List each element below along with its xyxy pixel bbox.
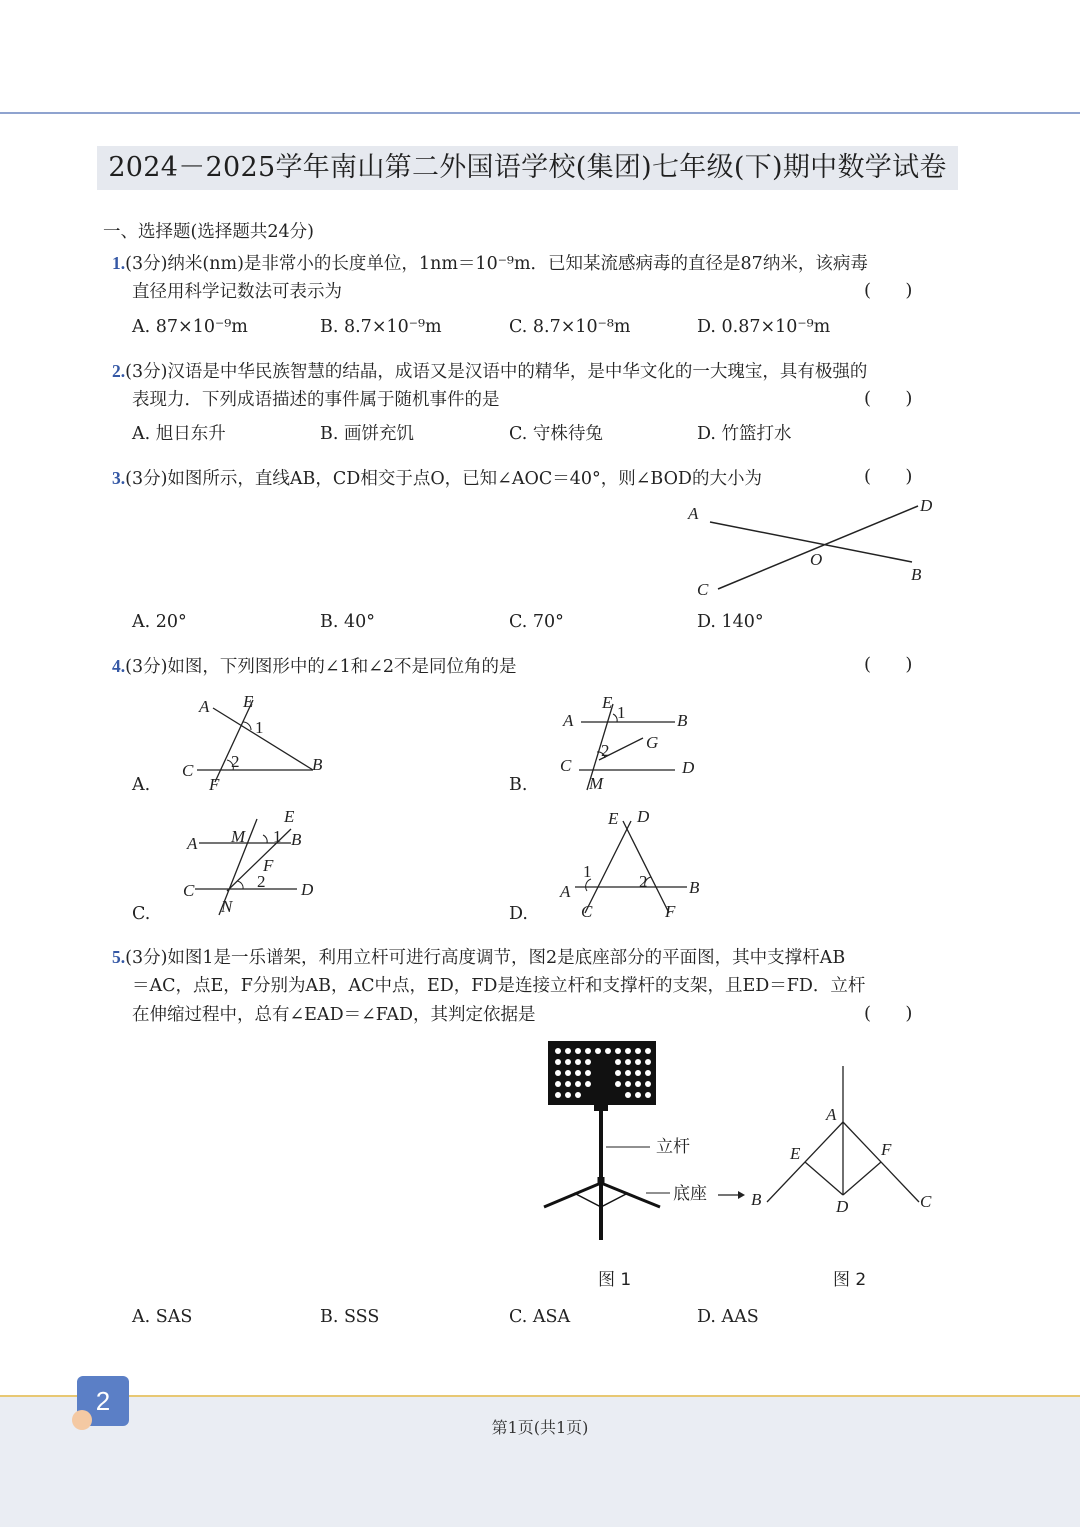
q2-option-d: D. 竹篮打水 [697,424,792,444]
label: E [243,692,254,711]
label: C [182,761,194,780]
label: 2 [257,872,266,891]
question-4-line-1 [112,654,517,679]
q4-option-c: C. [132,904,151,924]
label: B [312,755,323,774]
question-5-line-2: ＝AC，点E，F分别为AB，AC中点，ED，FD是连接立杆和支撑杆的支架，且ED＝FD．立杆 [132,976,866,996]
label-b: B [911,565,922,584]
q4-option-d: D. [509,904,528,924]
question-text: (3分)汉语是中华民族智慧的结晶，成语又是汉语中的精华，是中华文化的一大瑰宝，具有极强的 [125,362,868,382]
figure-1-caption: 图 1 [598,1270,632,1290]
label: D [301,880,314,899]
brace-ed [805,1162,843,1195]
figure-2-caption: 图 2 [833,1270,867,1290]
label: C [183,881,195,900]
label: C [560,756,572,775]
q4-figure-b [555,690,715,795]
label: A [560,882,571,901]
q5-figure-2-base-plan [745,1060,945,1290]
label-c: C [697,580,709,599]
answer-paren: ( ) [864,466,913,487]
line-cd [718,506,918,589]
q3-option-b: B. 40° [320,612,376,632]
label-d: D [836,1197,849,1216]
question-5-line-1 [112,945,845,970]
question-text: (3分)纳米(nm)是非常小的长度单位，1nm＝10⁻⁹m．已知某流感病毒的直径是87纳米，该病毒 [125,254,868,274]
label: A [187,834,198,853]
q1-option-c: C. 8.7×10⁻⁸m [509,317,631,337]
label: E [602,693,613,712]
label-f: F [881,1140,892,1159]
page-number-badge: 2 [77,1376,129,1426]
label: N [221,897,233,916]
pagination: 第1页(共1页) [491,1418,589,1437]
label: E [608,809,619,828]
label: B [677,711,688,730]
q3-figure [680,492,940,602]
question-2-line-2: 表现力．下列成语描述的事件属于随机事件的是 [132,390,500,410]
leg [601,1183,660,1207]
label-o: O [810,550,823,569]
label: 1 [583,862,592,881]
q4-figure-c [175,805,335,920]
question-number: 3. [112,468,126,488]
base-label: 底座 [673,1184,707,1204]
answer-paren: ( ) [864,654,913,675]
label: D [682,758,695,777]
label: G [646,733,659,752]
label: 2 [639,872,648,891]
label-a: A [826,1105,837,1124]
q2-option-b: B. 画饼充饥 [320,424,414,444]
footer-rule [0,1395,1080,1397]
q5-option-c: C. ASA [509,1307,571,1327]
label: A [563,711,574,730]
q5-option-a: A. SAS [132,1307,193,1327]
answer-paren: ( ) [864,280,913,301]
question-text: (3分)如图所示，直线AB，CD相交于点O，已知∠AOC＝40°，则∠BOD的大小为 [125,469,762,489]
q1-option-b: B. 8.7×10⁻⁹m [320,317,442,337]
label: E [284,807,295,826]
q4-figure-d [555,805,715,920]
label: C [581,902,593,920]
label-d: D [920,496,933,515]
q3-option-c: C. 70° [509,612,564,632]
section-heading: 一、选择题(选择题共24分) [103,222,314,242]
label: M [231,827,246,846]
label: F [665,902,676,920]
question-number: 2. [112,361,126,381]
q4-option-a: A. [132,775,151,795]
question-2-line-1 [112,359,867,384]
question-number: 4. [112,656,126,676]
q3-option-d: D. 140° [697,612,764,632]
label-b: B [751,1190,762,1209]
question-text: (3分)如图1是一乐谱架，利用立杆可进行高度调节，图2是底座部分的平面图，其中支撑杆AB [125,948,846,968]
question-text: (3分)如图，下列图形中的∠1和∠2不是同位角的是 [125,657,517,677]
label: B [689,878,700,897]
label: 1 [617,703,626,722]
q2-option-c: C. 守株待兔 [509,424,603,444]
label-c: C [920,1192,932,1211]
label: B [291,830,302,849]
q5-option-b: B. SSS [320,1307,380,1327]
top-rule [0,112,1080,114]
question-1-line-2: 直径用科学记数法可表示为 [132,282,342,302]
q4-figure-a [175,690,335,795]
pole-label: 立杆 [656,1137,690,1157]
label: 1 [255,718,264,737]
q4-option-b: B. [509,775,528,795]
label-a: A [688,504,699,523]
q1-option-a: A. 87×10⁻⁹m [132,317,248,337]
question-1-line-1 [112,251,868,276]
label: 2 [601,741,610,760]
q3-option-a: A. 20° [132,612,187,632]
page-title: 2024－2025学年南山第二外国语学校(集团)七年级(下)期中数学试卷 [108,152,947,183]
q5-option-d: D. AAS [697,1307,759,1327]
brace-fd [843,1162,881,1195]
answer-paren: ( ) [864,388,913,409]
q1-option-d: D. 0.87×10⁻⁹m [697,317,831,337]
question-number: 5. [112,947,126,967]
label: M [589,774,604,793]
label: A [199,697,210,716]
label: D [637,807,650,826]
label: 1 [273,827,282,846]
answer-paren: ( ) [864,1003,913,1024]
label: F [209,775,220,794]
label: 2 [231,752,240,771]
question-number: 1. [112,253,126,273]
q2-option-a: A. 旭日东升 [132,424,226,444]
title-banner [97,146,958,190]
q5-figure-1-music-stand [530,1035,770,1290]
question-5-line-3: 在伸缩过程中，总有∠EAD＝∠FAD，其判定依据是 [132,1005,536,1025]
label: F [263,856,274,875]
label-e: E [790,1144,801,1163]
question-3-line-1 [112,466,762,491]
